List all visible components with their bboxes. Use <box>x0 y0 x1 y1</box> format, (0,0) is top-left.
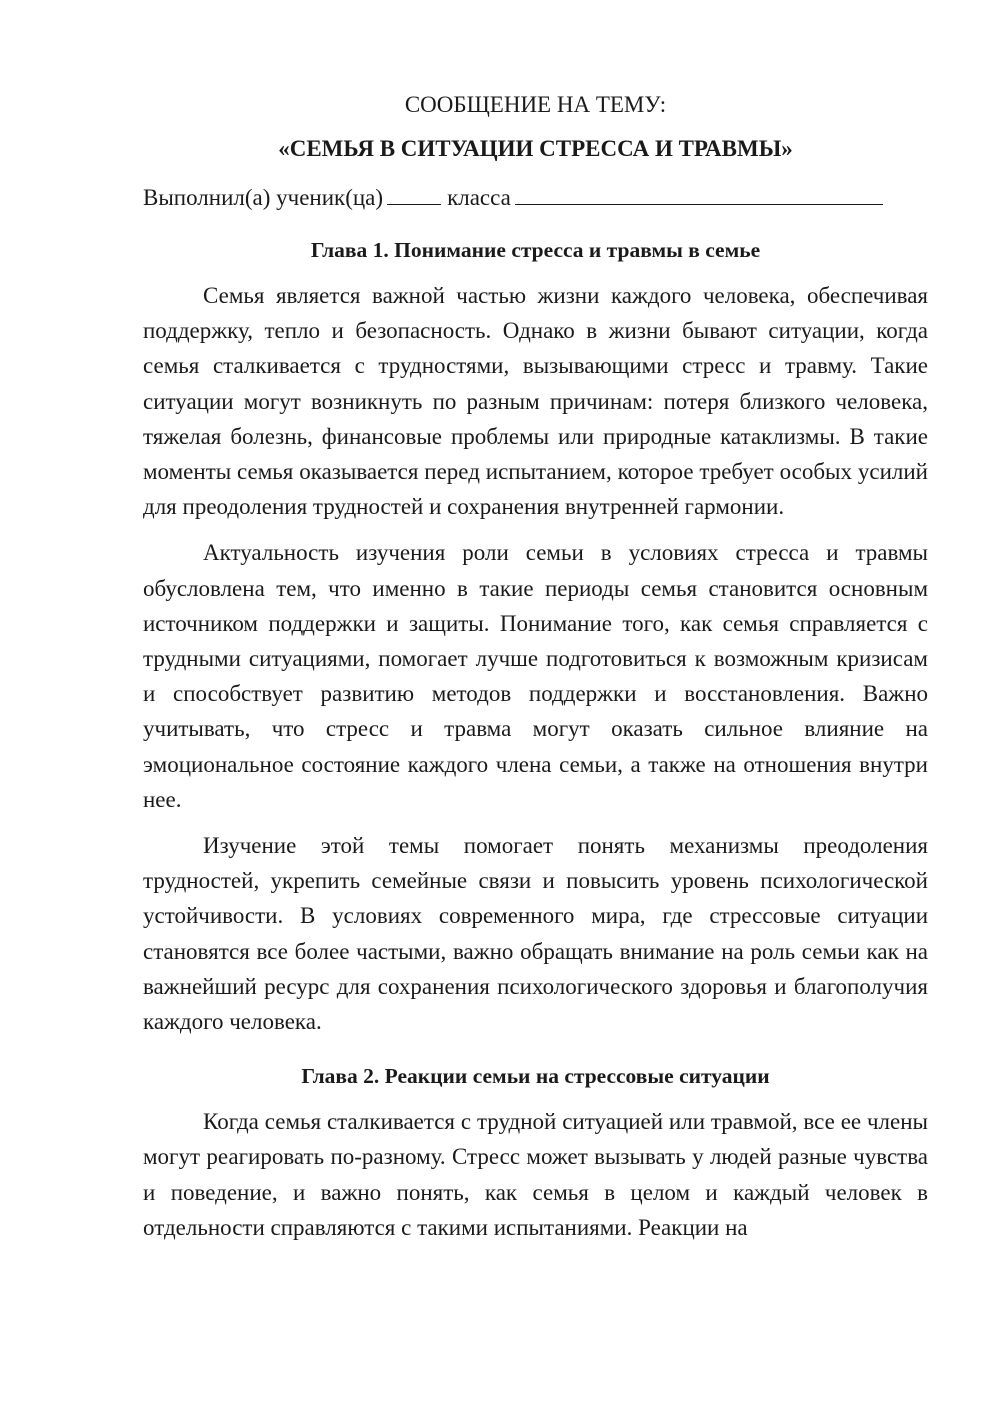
chapter-1-paragraph-1: Семья является важной частью жизни каждого человека, обеспечивая поддержку, тепло и безопасность. Однако в жизни бывают ситуации, когда семья сталкивается с трудностями, вызывающими стресс и травму. Такие ситуации могут возникнуть по разным причинам: потеря близкого человека, тяжелая болезнь, финансовые проблемы или природные катаклизмы. В такие моменты семья оказывается перед испытанием, которое требует особых усилий для преодоления трудностей и сохранения внутренней гармонии. <box>143 283 928 520</box>
chapter-1-paragraph-3: Изучение этой темы помогает понять механизмы преодоления трудностей, укрепить семейные связи и повысить уровень психологической устойчивости. В условиях современного мира, где стрессовые ситуации становятся все более частыми, важно обращать внимание на роль семьи как на важнейший ресурс для сохранения психологического здоровья и благополучия каждого человека. <box>143 833 928 1035</box>
author-line <box>143 182 928 213</box>
document-page <box>143 90 928 1245</box>
chapter-2-heading: Глава 2. Реакции семьи на стрессовые ситуации <box>301 1064 770 1089</box>
grade-blank <box>387 182 441 205</box>
name-blank <box>515 182 883 205</box>
document-title: СООБЩЕНИЕ НА ТЕМУ: <box>404 92 667 117</box>
chapter-2-paragraph-1: Когда семья сталкивается с трудной ситуацией или травмой, все ее члены могут реагировать по-разному. Стресс может вызывать у людей разные чувства и поведение, и важно понять, как семья в целом и каждый человек в отдельности справляются с такими испытаниями. Реакции на <box>143 1109 928 1240</box>
author-prefix: Выполнил(а) ученик(ца) <box>143 185 384 210</box>
chapter-1-paragraph-2: Актуальность изучения роли семьи в условиях стресса и травмы обусловлена тем, что именно в такие периоды семья становится основным источником поддержки и защиты. Понимание того, как семья справляется с трудными ситуациями, помогает лучше подготовиться к возможным кризисам и способствует развитию методов поддержки и восстановления. Важно учитывать, что стресс и травма могут оказать сильное влияние на эмоциональное состояние каждого члена семьи, а также на отношения внутри нее. <box>143 540 928 812</box>
chapter-1-heading: Глава 1. Понимание стресса и травмы в семье <box>310 238 761 262</box>
class-label: класса <box>447 185 511 210</box>
document-subtitle: «СЕМЬЯ В СИТУАЦИИ СТРЕССА И ТРАВМЫ» <box>278 136 793 161</box>
